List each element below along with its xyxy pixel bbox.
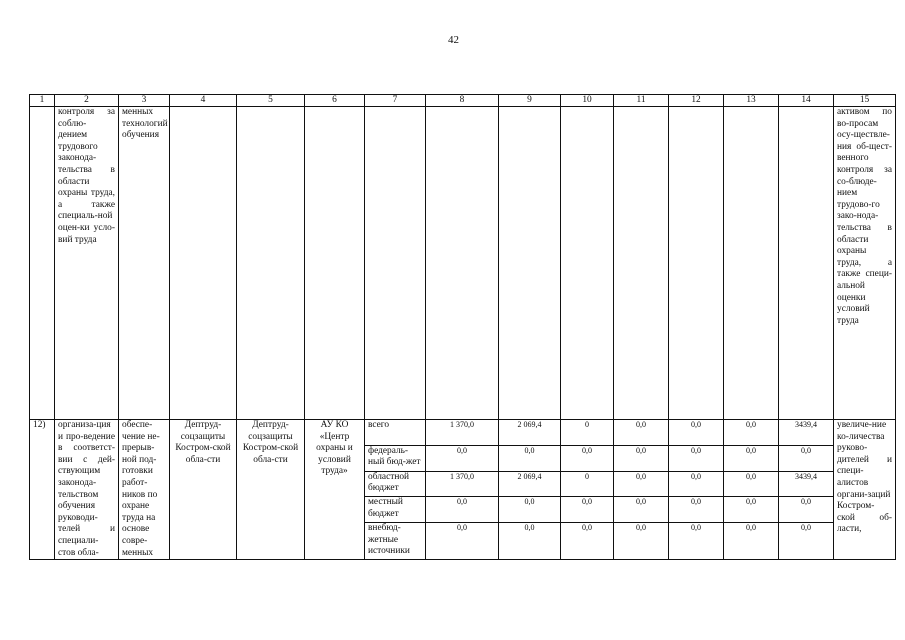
funding-value: 0,0 — [499, 523, 561, 560]
table-cell — [499, 107, 561, 420]
table-cell — [779, 107, 834, 420]
funding-value: 0,0 — [426, 445, 499, 471]
funding-value: 0,0 — [669, 471, 724, 497]
continued-measure-text: контроля за соблю-дением трудового законода-тельства в области охраны труда, а также специаль-ной оцен-ки усло-вий труда — [55, 107, 119, 420]
funding-value: 0,0 — [426, 523, 499, 560]
funding-value: 0,0 — [669, 420, 724, 446]
table-cell — [365, 107, 426, 420]
funding-value: 1 370,0 — [426, 420, 499, 446]
responsible-text: Дептруд-соцзащиты Костром-ской обла-сти — [237, 420, 305, 560]
column-header: 14 — [779, 95, 834, 107]
page-number: 42 — [448, 34, 459, 46]
funding-value: 0,0 — [779, 445, 834, 471]
table-cell — [669, 107, 724, 420]
funding-value: 0,0 — [614, 523, 669, 560]
table-cell — [170, 107, 237, 420]
table-row — [30, 420, 896, 446]
funding-value: 0,0 — [614, 471, 669, 497]
column-header: 3 — [119, 95, 170, 107]
column-header: 12 — [669, 95, 724, 107]
funding-value: 0,0 — [724, 420, 779, 446]
funding-value: 0 — [561, 471, 614, 497]
continued-task-text: менных технологий обучения — [119, 107, 170, 420]
funding-value: 0,0 — [669, 497, 724, 523]
funding-value: 0,0 — [561, 445, 614, 471]
column-header: 9 — [499, 95, 561, 107]
column-number-row — [30, 95, 896, 107]
funding-value: 1 370,0 — [426, 471, 499, 497]
table-cell — [237, 107, 305, 420]
column-header: 7 — [365, 95, 426, 107]
funding-value: 3439,4 — [779, 471, 834, 497]
table-cell — [426, 107, 499, 420]
table-cell — [305, 107, 365, 420]
table-cell — [561, 107, 614, 420]
funding-value: 0,0 — [724, 523, 779, 560]
column-header: 6 — [305, 95, 365, 107]
column-header: 15 — [834, 95, 896, 107]
executor-text: АУ КО «Центр охраны и условий труда» — [305, 420, 365, 560]
funding-source-label: всего — [365, 420, 426, 446]
funding-value: 0,0 — [724, 471, 779, 497]
table-cell — [30, 107, 55, 420]
funding-source-label: внебюд-жетные источники — [365, 523, 426, 560]
funding-value: 0,0 — [669, 445, 724, 471]
funding-source-label: местный бюджет — [365, 497, 426, 523]
funding-value: 0,0 — [724, 445, 779, 471]
table-cell — [724, 107, 779, 420]
column-header: 5 — [237, 95, 305, 107]
funding-value: 2 069,4 — [499, 420, 561, 446]
program-table — [29, 94, 896, 560]
column-header: 13 — [724, 95, 779, 107]
funding-value: 0,0 — [614, 420, 669, 446]
funding-value: 0,0 — [426, 497, 499, 523]
funding-value: 0,0 — [499, 445, 561, 471]
funding-value: 0,0 — [561, 523, 614, 560]
column-header: 11 — [614, 95, 669, 107]
column-header: 8 — [426, 95, 499, 107]
column-header: 4 — [170, 95, 237, 107]
funding-source-label: федераль-ный бюд-жет — [365, 445, 426, 471]
funding-value: 0,0 — [614, 497, 669, 523]
column-header: 10 — [561, 95, 614, 107]
continued-result-text: активом по во-просам осу-ществле-ния об-щест-венного контроля за со-блюде-нием трудово-го зако-нода-тельства в области охраны труда, а также специ-альной оценки условий труда — [834, 107, 896, 420]
funding-value: 2 069,4 — [499, 471, 561, 497]
table-cell — [614, 107, 669, 420]
funding-value: 0,0 — [779, 523, 834, 560]
funding-value: 0,0 — [499, 497, 561, 523]
row-number: 12) — [30, 420, 55, 560]
funding-value: 0,0 — [724, 497, 779, 523]
funding-source-label: областной бюджет — [365, 471, 426, 497]
coordinator-text: Дептруд-соцзащиты Костром-ской обла-сти — [170, 420, 237, 560]
funding-value: 0,0 — [561, 497, 614, 523]
result-text: увеличе-ние ко-личества руково-дителей и специ-алистов органи-заций Костром-ской об-ласти, — [834, 420, 896, 560]
funding-value: 0,0 — [669, 523, 724, 560]
funding-value: 0 — [561, 420, 614, 446]
column-header: 2 — [55, 95, 119, 107]
continued-row — [30, 107, 896, 420]
task-text: обеспе-чение не-прерыв-ной под-готовки работ-ников по охране труда на основе совре-менных — [119, 420, 170, 560]
funding-value: 0,0 — [779, 497, 834, 523]
funding-value: 3439,4 — [779, 420, 834, 446]
funding-value: 0,0 — [614, 445, 669, 471]
column-header: 1 — [30, 95, 55, 107]
measure-text: организа-ция и про-ведение в соответст-вии с дей-ствующим законода-тельством обучения руководи-телей и специали-стов обла- — [55, 420, 119, 560]
